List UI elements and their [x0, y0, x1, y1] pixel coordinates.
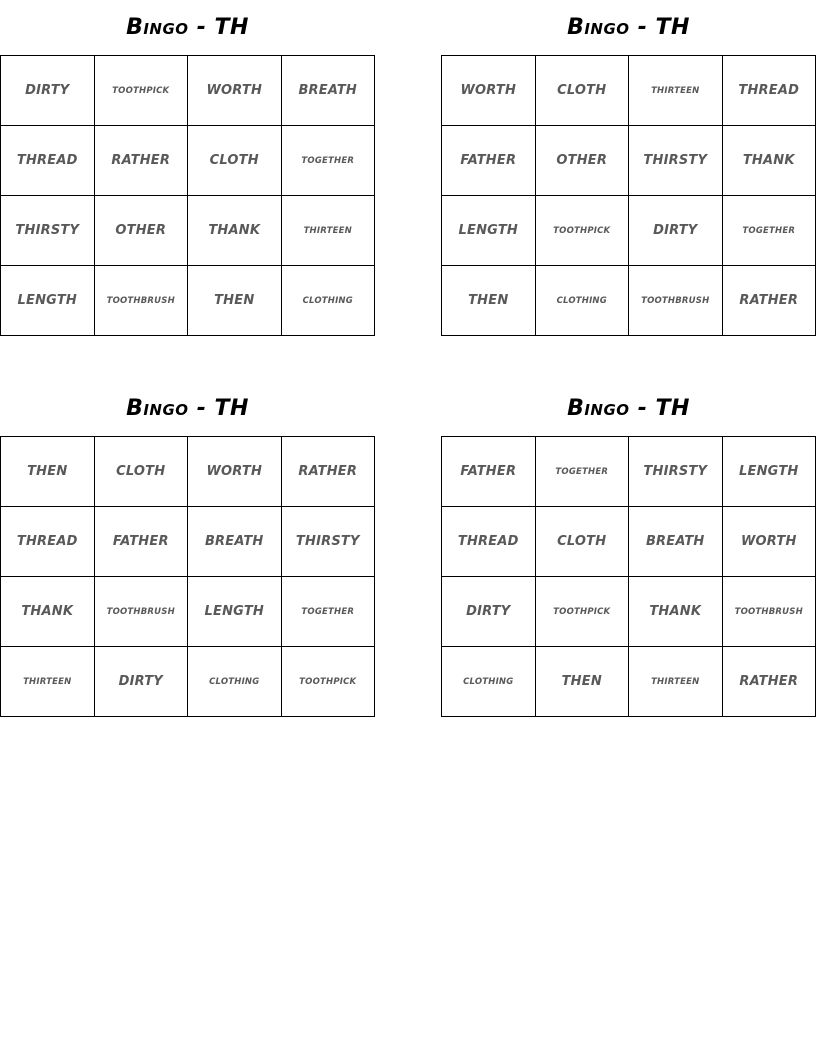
bingo-grid [0, 436, 375, 717]
bingo-cell: CLOTHING [536, 266, 630, 336]
bingo-grid [0, 55, 375, 336]
bingo-cell: WORTH [188, 56, 282, 126]
bingo-cell: DIRTY [95, 647, 189, 717]
bingo-grid [441, 55, 816, 336]
bingo-cell: DIRTY [442, 577, 536, 647]
bingo-card-4 [441, 381, 816, 717]
bingo-cell: CLOTHING [282, 266, 376, 336]
card-title: Bingo - TH [567, 15, 690, 40]
bingo-cell: WORTH [188, 437, 282, 507]
bingo-cell: THREAD [1, 507, 95, 577]
bingo-cell: THEN [442, 266, 536, 336]
bingo-cell: THIRTEEN [629, 647, 723, 717]
bingo-cell: BREATH [282, 56, 376, 126]
bingo-cell: TOOTHPICK [95, 56, 189, 126]
bingo-cell: FATHER [442, 437, 536, 507]
bingo-cell: THIRSTY [282, 507, 376, 577]
card-title: Bingo - TH [126, 15, 249, 40]
bingo-cell: RATHER [723, 266, 816, 336]
bingo-cell: THIRTEEN [282, 196, 376, 266]
bingo-cell: THEN [536, 647, 630, 717]
bingo-cell: OTHER [536, 126, 630, 196]
bingo-cell: THIRTEEN [1, 647, 95, 717]
bingo-cell: FATHER [442, 126, 536, 196]
bingo-cell: THEN [1, 437, 95, 507]
bingo-cell: DIRTY [1, 56, 95, 126]
bingo-cell: LENGTH [188, 577, 282, 647]
card-title: Bingo - TH [126, 396, 249, 421]
bingo-cell: CLOTH [95, 437, 189, 507]
bingo-cell: THEN [188, 266, 282, 336]
bingo-cell: TOGETHER [282, 126, 376, 196]
bingo-cell: TOOTHBRUSH [723, 577, 816, 647]
bingo-cell: BREATH [188, 507, 282, 577]
bingo-cell: THREAD [723, 56, 816, 126]
bingo-cell: THIRSTY [629, 126, 723, 196]
bingo-cell: CLOTH [536, 56, 630, 126]
bingo-cell: BREATH [629, 507, 723, 577]
bingo-cell: THANK [629, 577, 723, 647]
bingo-cell: THREAD [442, 507, 536, 577]
bingo-cell: CLOTH [536, 507, 630, 577]
bingo-cell: RATHER [282, 437, 376, 507]
bingo-card-2 [441, 0, 816, 336]
bingo-cell: THIRSTY [629, 437, 723, 507]
bingo-cell: TOOTHBRUSH [95, 577, 189, 647]
bingo-cell: THIRTEEN [629, 56, 723, 126]
bingo-cell: RATHER [723, 647, 816, 717]
bingo-cell: DIRTY [629, 196, 723, 266]
bingo-cell: OTHER [95, 196, 189, 266]
bingo-cell: THANK [1, 577, 95, 647]
card-title: Bingo - TH [567, 396, 690, 421]
bingo-cell: THANK [188, 196, 282, 266]
bingo-cell: THIRSTY [1, 196, 95, 266]
bingo-card-1 [0, 0, 375, 336]
bingo-cell: FATHER [95, 507, 189, 577]
bingo-cell: TOOTHPICK [282, 647, 376, 717]
bingo-cell: TOGETHER [723, 196, 816, 266]
bingo-cell: CLOTHING [188, 647, 282, 717]
bingo-cell: TOOTHBRUSH [95, 266, 189, 336]
bingo-cell: TOOTHPICK [536, 196, 630, 266]
bingo-cell: LENGTH [442, 196, 536, 266]
bingo-cell: TOOTHPICK [536, 577, 630, 647]
bingo-cell: TOGETHER [536, 437, 630, 507]
bingo-cell: THANK [723, 126, 816, 196]
bingo-cell: TOGETHER [282, 577, 376, 647]
bingo-cell: CLOTHING [442, 647, 536, 717]
bingo-cell: RATHER [95, 126, 189, 196]
bingo-cell: LENGTH [723, 437, 816, 507]
bingo-cell: LENGTH [1, 266, 95, 336]
bingo-cell: TOOTHBRUSH [629, 266, 723, 336]
bingo-cell: WORTH [442, 56, 536, 126]
bingo-cell: THREAD [1, 126, 95, 196]
bingo-grid [441, 436, 816, 717]
bingo-cell: WORTH [723, 507, 816, 577]
bingo-card-3 [0, 381, 375, 717]
bingo-cell: CLOTH [188, 126, 282, 196]
